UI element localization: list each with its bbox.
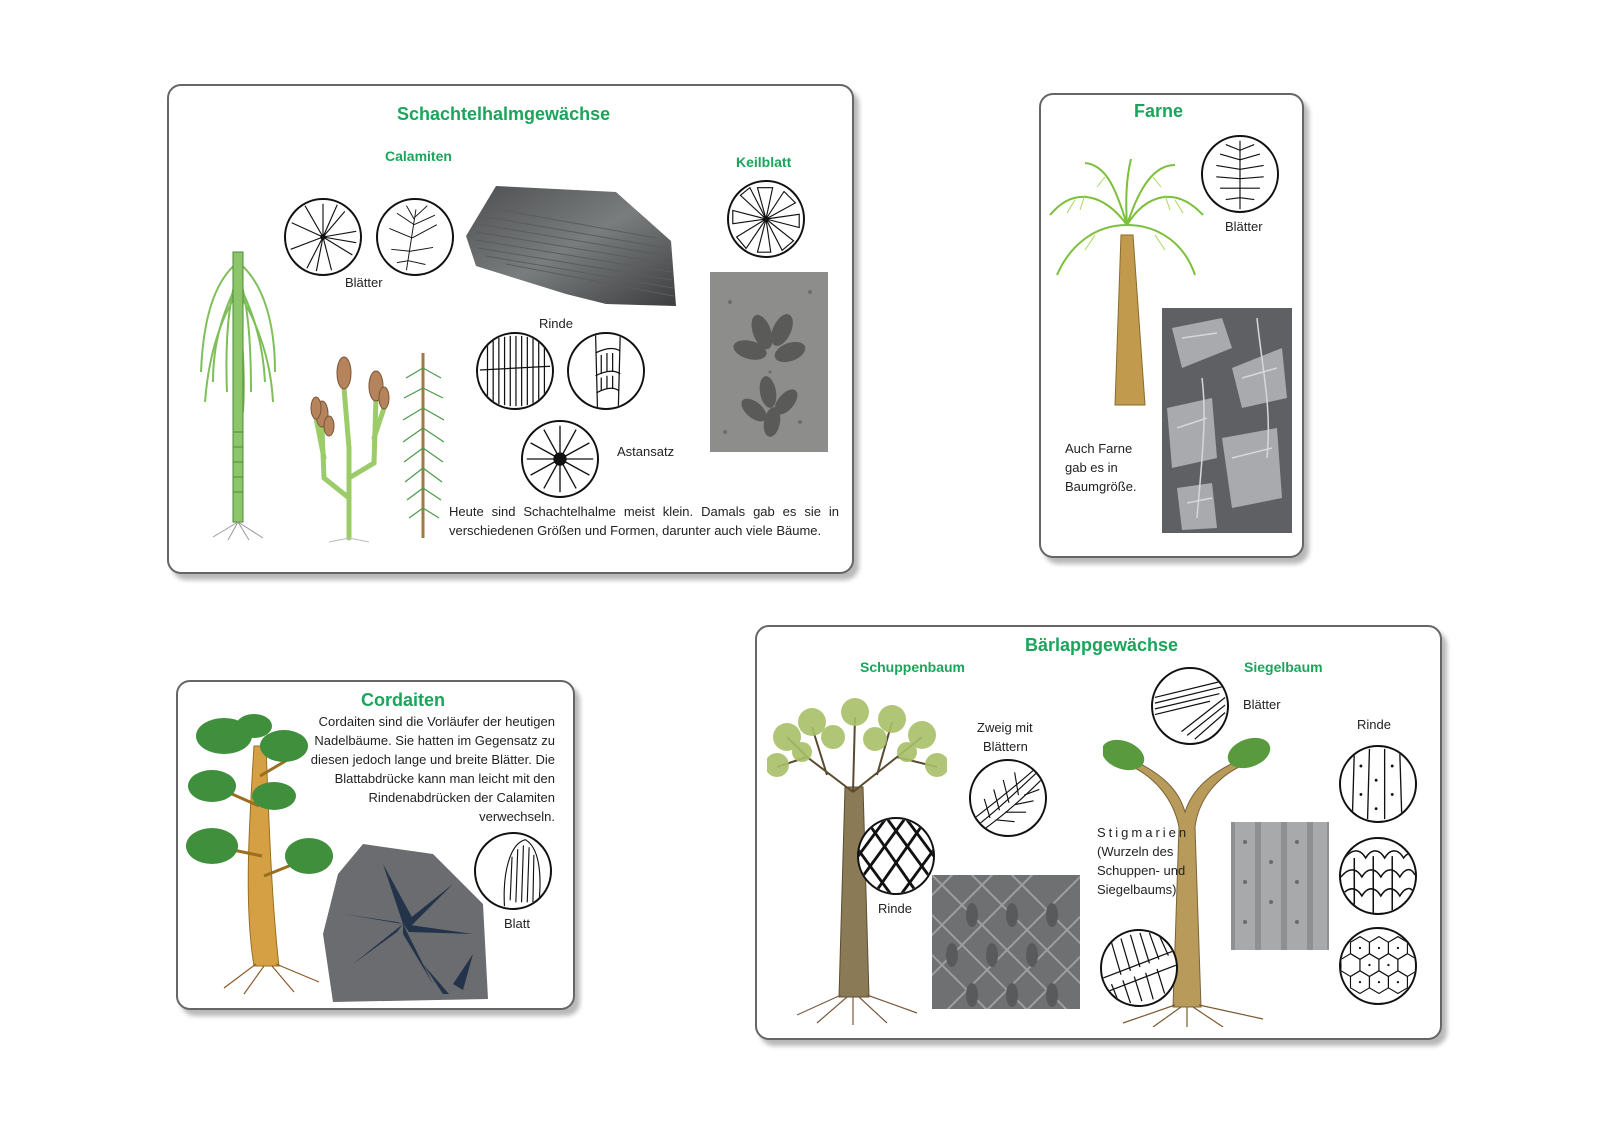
- sigillaria-bark-diagram-2: [1339, 837, 1417, 915]
- card-horsetails: [167, 84, 854, 574]
- fern-text-line-1: Auch Farne: [1065, 441, 1133, 456]
- label-stigmaria-1: Stigmarien: [1097, 825, 1190, 840]
- leaf-whorl-diagram-2: [376, 198, 454, 276]
- label-leaves: Blätter: [345, 275, 383, 290]
- lepidodendron-branch-diagram: [969, 759, 1047, 837]
- fern-text: [1065, 439, 1155, 496]
- calamites-tree-illustration: [183, 242, 293, 542]
- label-fern-leaves: Blätter: [1225, 219, 1263, 234]
- label-branch-with-leaves-2: Blättern: [983, 739, 1028, 754]
- bark-diagram-2: [567, 332, 645, 410]
- label-stigmaria-2: (Wurzeln des: [1097, 844, 1174, 859]
- sigillaria-bark-diagram-3: [1339, 927, 1417, 1005]
- card-cordaiten: [176, 680, 575, 1010]
- label-cordaites-leaf: Blatt: [504, 916, 531, 931]
- card-clubmosses: [755, 625, 1442, 1040]
- lepidodendron-bark-diagram: [857, 817, 935, 895]
- card-title-clubmosses: Bärlappgewächse: [1025, 635, 1179, 655]
- horsetail-cones-illustration: [304, 348, 394, 543]
- horsetail-description: Heute sind Schachtelhalme meist klein. Damals gab es sie in verschiedenen Größen und Formen, darunter auch viele Bäume.: [449, 504, 839, 538]
- label-branch-with-leaves-1: Zweig mit: [977, 720, 1033, 735]
- label-branch-base: Astansatz: [617, 444, 675, 459]
- heading-keilblatt: Keilblatt: [736, 154, 792, 170]
- calamites-bark-fossil-photo: [466, 186, 681, 308]
- branch-base-diagram: [521, 420, 599, 498]
- label-sigillaria-leaves: Blätter: [1243, 697, 1281, 712]
- heading-siegelbaum: Siegelbaum: [1244, 659, 1323, 675]
- fern-fossil-photo: [1162, 308, 1292, 533]
- card-title-cordaiten: Cordaiten: [361, 690, 446, 710]
- horsetail-plant-illustration: [401, 348, 446, 543]
- stigmaria-diagram: [1100, 929, 1178, 1007]
- leaf-whorl-diagram-1: [284, 198, 362, 276]
- lepidodendron-bark-fossil-photo: [932, 875, 1080, 1009]
- cordaites-leaf-diagram: [474, 832, 552, 910]
- card-title-ferns: Farne: [1134, 101, 1184, 121]
- wedge-leaf-fossil-photo: [710, 272, 828, 452]
- heading-calamiten: Calamiten: [385, 148, 452, 164]
- cordaites-leaf-fossil-photo: [323, 844, 488, 1002]
- label-stigmaria-4: Siegelbaums): [1097, 882, 1177, 897]
- fern-text-line-3: Baumgröße.: [1065, 479, 1137, 494]
- label-bark-left: Rinde: [878, 901, 912, 916]
- card-ferns: [1039, 93, 1304, 558]
- cordaiten-description: Cordaiten sind die Vorläufer der heutigen Nadelbäume. Sie hatten im Gegensatz zu diesen jedoch lange und breite Blätter. Die Blattabdrücke kann man leicht mit den Rindenabdrücken der Calamiten verwechseln.: [310, 714, 555, 824]
- label-bark-right: Rinde: [1357, 717, 1391, 732]
- bark-diagram-1: [476, 332, 554, 410]
- card-title-horsetails: Schachtelhalmgewächse: [397, 104, 611, 124]
- sigillaria-bark-fossil-photo: [1231, 822, 1329, 950]
- heading-schuppenbaum: Schuppenbaum: [860, 659, 966, 675]
- label-bark: Rinde: [539, 316, 573, 331]
- label-stigmaria-3: Schuppen- und: [1097, 863, 1186, 878]
- wedge-leaf-diagram: [727, 180, 805, 258]
- sigillaria-bark-diagram-1: [1339, 745, 1417, 823]
- fern-leaf-diagram: [1201, 135, 1279, 213]
- fern-text-line-2: gab es in: [1065, 460, 1118, 475]
